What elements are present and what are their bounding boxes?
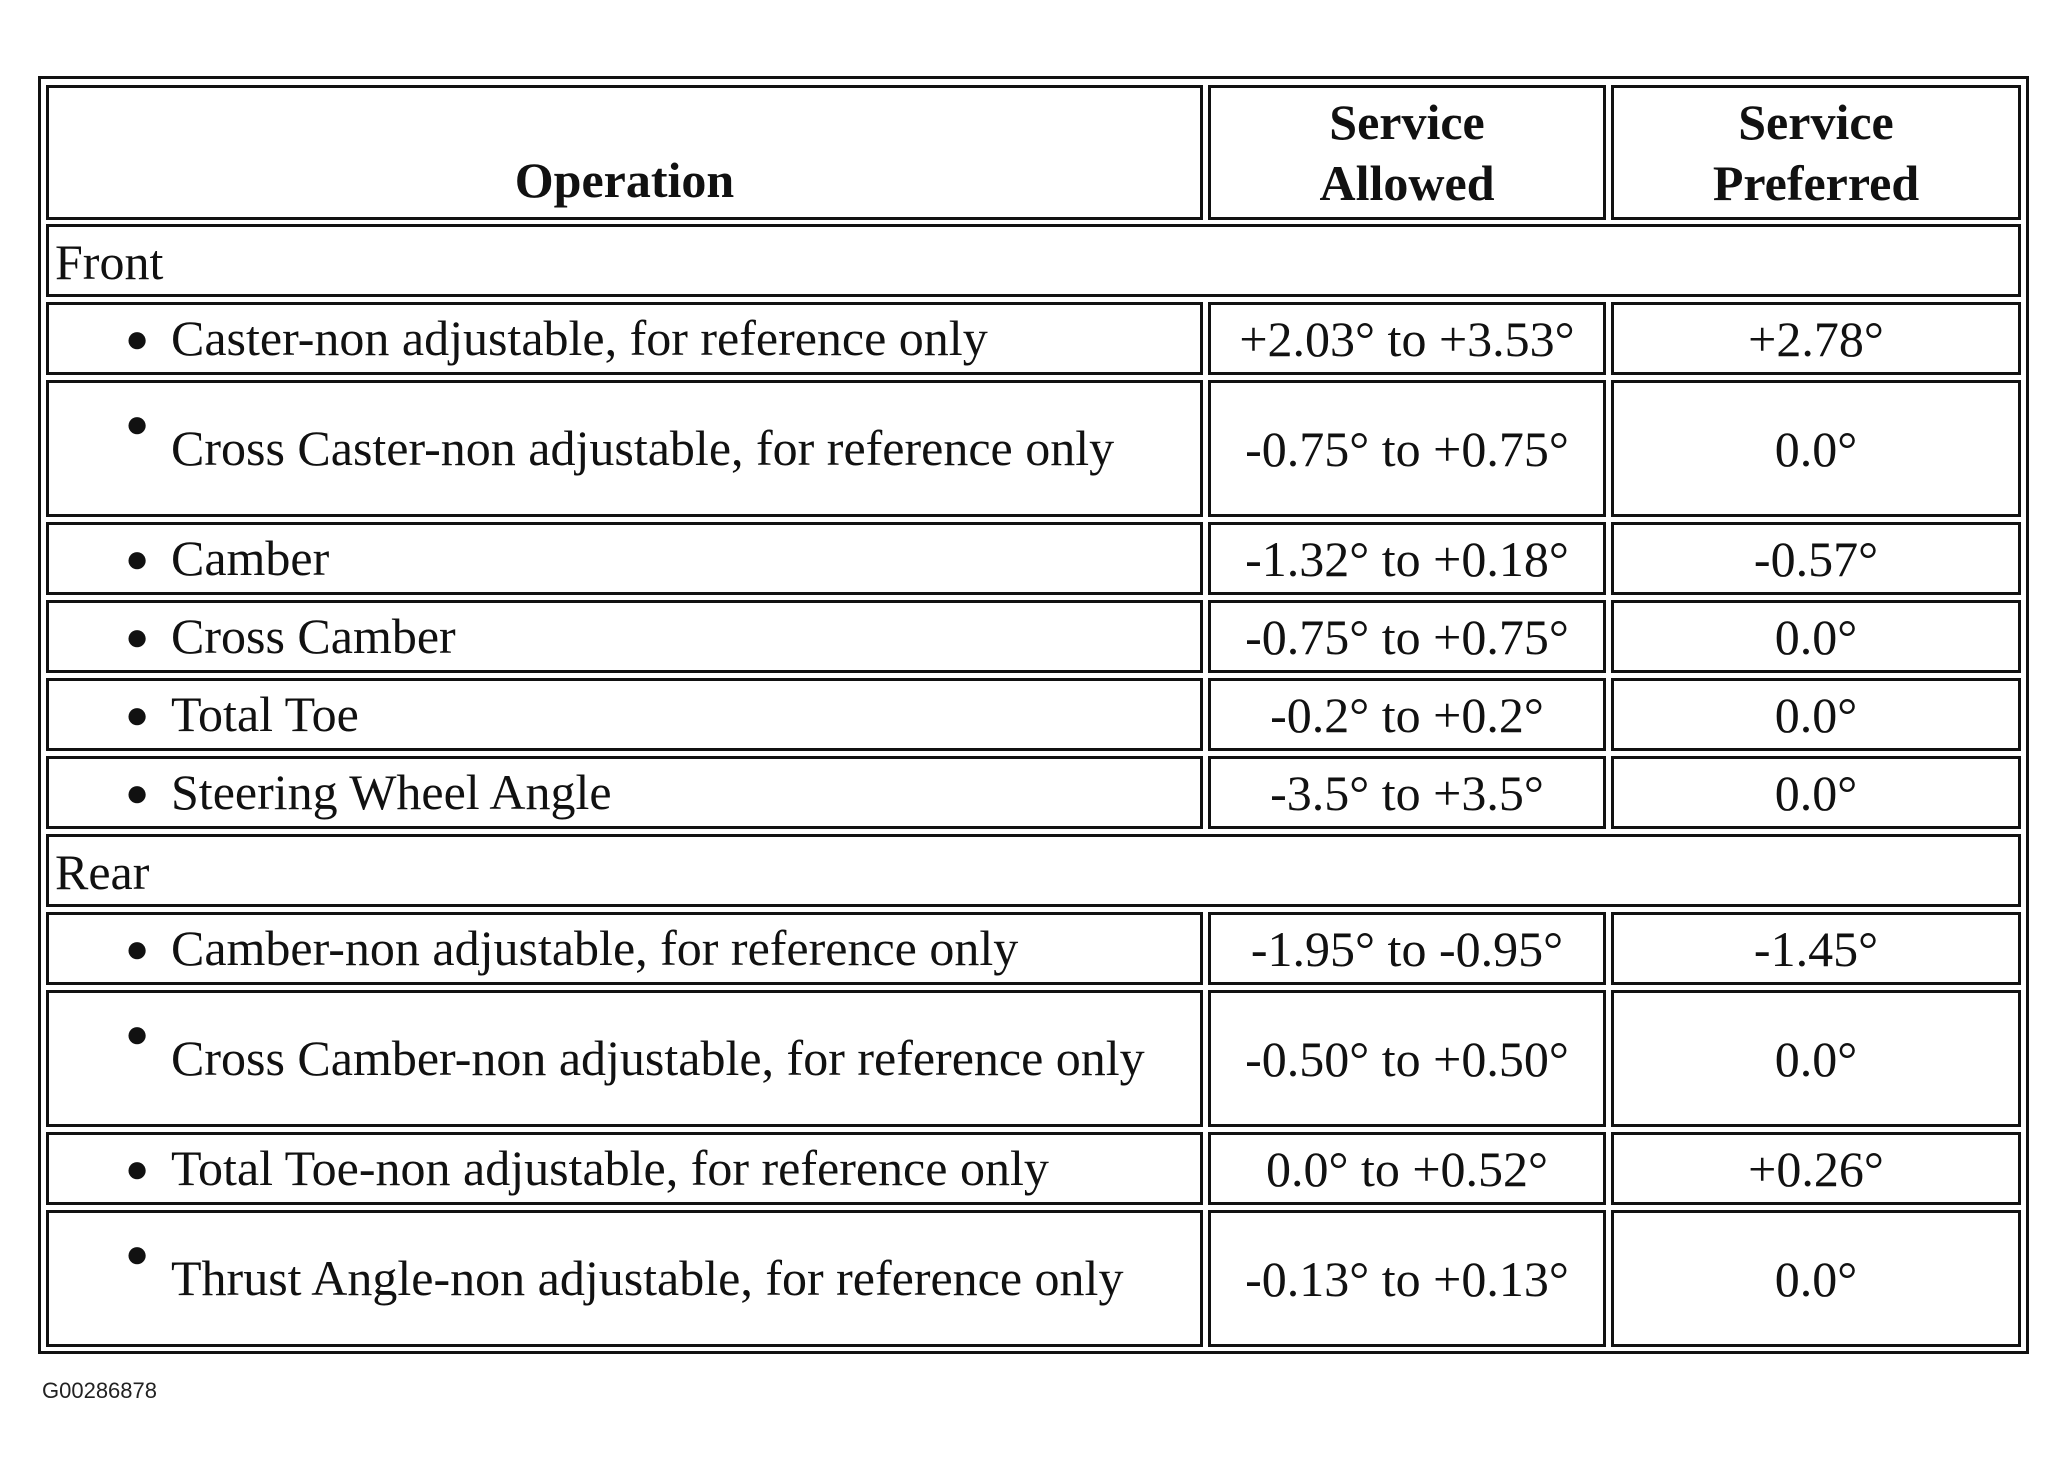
preferred-value: 0.0° [1774,1250,1858,1307]
bullet-icon: ● [125,401,150,446]
table-cell-allowed [1208,302,1606,375]
table-cell-preferred [1611,302,2021,375]
header-preferred-line2: Preferred [1712,154,1920,211]
table-cell-preferred [1611,522,2021,595]
table-cell-preferred [1611,912,2021,985]
table-row-operation [46,522,1203,595]
operation-text: Caster-non adjustable, for reference only [171,310,988,366]
table-cell-preferred [1611,1210,2021,1347]
bullet-icon: ● [125,614,150,659]
bullet-icon: ● [125,926,150,971]
table-row-operation [46,600,1203,673]
table-cell-allowed [1208,990,1606,1127]
preferred-value: 0.0° [1774,420,1858,477]
bullet-icon: ● [125,1146,150,1191]
operation-text: Thrust Angle-non adjustable, for reference only [171,1250,1124,1306]
section-label: Front [55,234,164,290]
header-preferred-line1: Service [1738,93,1894,150]
preferred-value: 0.0° [1774,764,1858,821]
table-row-operation [46,1210,1203,1347]
table-cell-preferred [1611,678,2021,751]
table-cell-allowed [1208,1210,1606,1347]
header-allowed-line1: Service [1329,93,1485,150]
header-operation [46,85,1203,220]
header-service-allowed [1208,85,1606,220]
table-cell-preferred [1611,990,2021,1127]
table-row-operation [46,990,1203,1127]
allowed-value: -0.75° to +0.75° [1245,420,1569,477]
operation-text: Steering Wheel Angle [171,764,612,820]
preferred-value: +2.78° [1748,310,1884,367]
table-row-operation [46,678,1203,751]
operation-text: Total Toe-non adjustable, for reference only [171,1140,1049,1196]
table-cell-allowed [1208,756,1606,829]
table-cell-preferred [1611,600,2021,673]
bullet-icon: ● [125,536,150,581]
allowed-value: -1.95° to -0.95° [1250,920,1564,977]
bullet-icon: ● [125,316,150,361]
allowed-value: -0.75° to +0.75° [1245,608,1569,665]
section-rear [46,834,2021,907]
table-cell-preferred [1611,1132,2021,1205]
table-cell-allowed [1208,522,1606,595]
table-cell-allowed [1208,380,1606,517]
header-service-preferred [1611,85,2021,220]
table-cell-allowed [1208,678,1606,751]
preferred-value: -1.45° [1753,920,1879,977]
allowed-value: 0.0° to +0.52° [1265,1140,1549,1197]
table-row-operation [46,380,1203,517]
header-operation-label: Operation [514,152,735,208]
bullet-icon: ● [125,1231,150,1276]
bullet-icon: ● [125,692,150,737]
operation-text: Cross Camber-non adjustable, for reference only [171,1030,1145,1086]
table-cell-allowed [1208,600,1606,673]
preferred-value: 0.0° [1774,686,1858,743]
table-row-operation [46,912,1203,985]
figure-id: G00286878 [42,1378,157,1403]
allowed-value: +2.03° to +3.53° [1239,310,1575,367]
table-row-operation [46,756,1203,829]
operation-text: Cross Camber [171,608,456,664]
allowed-value: -3.5° to +3.5° [1270,764,1544,821]
table-cell-allowed [1208,912,1606,985]
operation-text: Camber-non adjustable, for reference only [171,920,1019,976]
preferred-value: 0.0° [1774,1030,1858,1087]
table-cell-preferred [1611,380,2021,517]
bullet-icon: ● [125,1011,150,1056]
table-row-operation [46,1132,1203,1205]
bullet-icon: ● [125,770,150,815]
operation-text: Total Toe [171,686,359,742]
allowed-value: -0.50° to +0.50° [1245,1030,1569,1087]
allowed-value: -1.32° to +0.18° [1245,530,1569,587]
table-cell-allowed [1208,1132,1606,1205]
operation-text: Camber [171,530,330,586]
header-allowed-line2: Allowed [1319,154,1495,211]
table-row-operation [46,302,1203,375]
allowed-value: -0.2° to +0.2° [1270,686,1544,743]
section-front [46,224,2021,297]
table-cell-preferred [1611,756,2021,829]
preferred-value: -0.57° [1753,530,1879,587]
section-label: Rear [55,844,150,900]
allowed-value: -0.13° to +0.13° [1245,1250,1569,1307]
preferred-value: 0.0° [1774,608,1858,665]
preferred-value: +0.26° [1748,1140,1884,1197]
operation-text: Cross Caster-non adjustable, for reference only [171,420,1115,476]
